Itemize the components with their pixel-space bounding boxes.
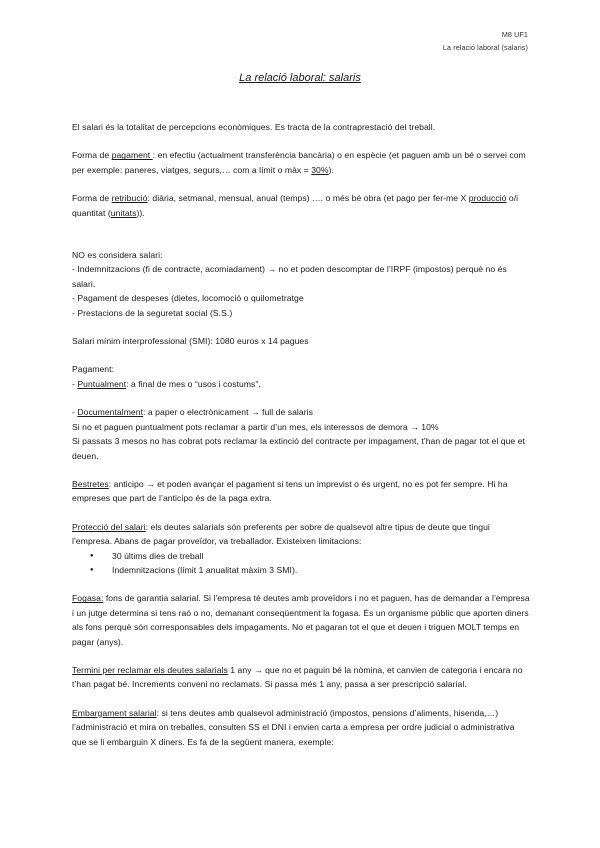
puntualment-line: - Puntualment: a final de mes o “usos i costums”.	[72, 378, 261, 389]
termini-paragraph: Termini per reclamar els deutes salarials 1 any → que no et paguin bé la nòmina, et canvien de categoria i encara no t’han pagat bé. Increments conveni no reclamats. Si passa més 1 any, passa a ser prescripció salarial.	[72, 664, 523, 690]
page-header	[443, 28, 528, 54]
pct-limit: 30%	[311, 164, 329, 175]
bestretes-term: Bestretes	[72, 478, 109, 489]
no-salari-item: - Pagament de despeses (dietes, locomoció o quilometratge	[72, 293, 304, 304]
proteccio-term: Protecció del salari	[72, 521, 146, 532]
no-salari-heading: NO es considera salari:	[72, 250, 163, 261]
bestretes-paragraph: Bestretes: anticipo → et poden avançar el pagament si tens un imprevist o és urgent, no es pot fer sempre. Hi ha empreses que part de l’anticipo és de la paga extra.	[72, 478, 508, 504]
intro-paragraph: El salari és la totalitat de percepcions econòmiques. Es tracta de la contraprestació del treball.	[72, 122, 436, 132]
produccio-term: producció	[468, 193, 507, 204]
document-body	[72, 120, 530, 749]
smi-line: Salari mínim interprofessional (SMI): 1080 euros x 14 pagues	[72, 336, 309, 347]
no-salari-item: - Indemnitzacions (fi de contracte, acomiadament) → no et poden descomptar de l’IRPF (impostos) perquè no és salari.	[72, 264, 507, 289]
pagament-heading: Pagament:	[72, 364, 115, 375]
no-salari-item: - Prestacions de la seguretat social (S.S.)	[72, 307, 233, 318]
demora-line: Si no et paguen puntualment pots reclamar a partir d’un mes, els interessos de demora → 10%	[72, 421, 439, 432]
list-item: ● 30 últims dies de treball	[100, 549, 530, 563]
termini-term: Termini per reclamar els deutes salarials	[72, 664, 228, 675]
header-subject: La relació laboral (salaris)	[442, 43, 528, 52]
fogasa-term: Fogasa:	[72, 593, 104, 604]
embargament-paragraph: Embargament salarial: si tens deutes amb qualsevol administració (impostos, pensions d’aliments, hisenda,…) l’administració et mira on treballes, consulten SS el DNI i envien carta a empresa per ordre judicial o administrativa que se li embarguin X diners. Es fa de la següent manera, exemple:	[72, 707, 515, 747]
puntualment-term: Puntualment	[77, 378, 127, 389]
header-module: M8 UF1	[501, 30, 528, 39]
fogasa-paragraph: Fogasa: fons de garantia salarial. Si l’empresa té deutes amb proveïdors i no et paguen, has de demandar a l’empresa i un jutge determina si tens raó o no, demanant conseqüentment la fogasa. És un organisme públic que aporten diners als fons perquè són corresponsables dels impagaments. No et pagaran tot el que et deuen i triguen MOLT temps en pagar (anys).	[72, 593, 530, 647]
forma-retribucio-paragraph: Forma de retribució: diària, setmanal, mensual, anual (temps) …. o més bé obra (et pago per fer-me X producció o/i quantitat (unitats)).	[72, 193, 519, 218]
documentalment-line: - Documentalment: a paper o electrònicament → full de salaris	[72, 407, 313, 418]
forma-pagament-paragraph: Forma de pagament : en efectiu (actualment transferència bancària) o en espècie (et paguen amb un bé o servei com per exemple: paneres, viatges, segurs,… com a límit o màx = 30%).	[72, 150, 526, 175]
embargament-term: Embargament salarial	[72, 707, 157, 718]
unitats-term: unitats	[110, 207, 137, 218]
list-item: ● Indemnitzacions (límit 1 anualitat màxim 3 SMI).	[100, 563, 530, 577]
proteccio-list	[72, 549, 530, 578]
documentalment-term: Documentalment	[77, 407, 144, 418]
pagament-term: pagament	[111, 150, 153, 161]
page-title: La relació laboral: salaris	[239, 72, 361, 84]
retribucio-term: retribució	[111, 193, 148, 204]
proteccio-paragraph: Protecció del salari: els deutes salarials són preferents per sobre de qualsevol altre tipus de deute que tingui l’empresa. Abans de pagar proveïdor, va treballador. Existeixen limitacions:	[72, 521, 490, 547]
extincio-line: Si passats 3 mesos no has cobrat pots reclamar la extinció del contracte per impagament, t’han de pagar tot el que et deuen.	[72, 436, 525, 461]
